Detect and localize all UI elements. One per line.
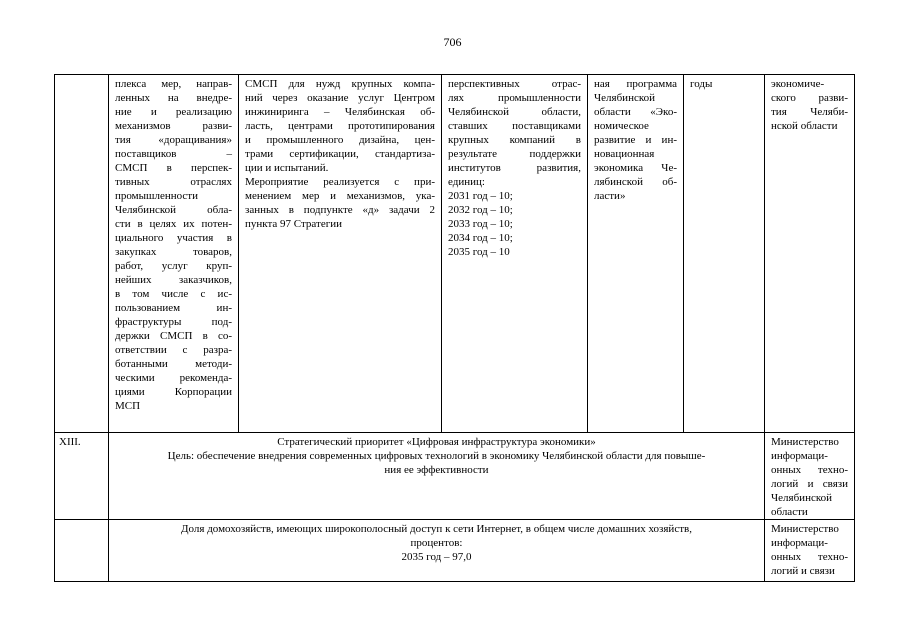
measure-description-cell [109, 75, 239, 433]
text-line: Челябинской обла- [115, 204, 232, 216]
text-line: Челябинской области, [448, 106, 581, 118]
text-line: СМСП для нужд крупных компа- [245, 78, 435, 90]
text-line: занных в подпункте «д» задачи 2 [245, 204, 435, 216]
text-line: информаци- [771, 537, 828, 549]
text-line: лях промышленности [448, 92, 581, 104]
text-line: ческими рекоменда- [115, 372, 232, 384]
text-line: пользованием ин- [115, 302, 232, 314]
text-line: ние и реализацию [115, 106, 232, 118]
section-heading [109, 433, 765, 520]
text-line: логий и связи [771, 478, 848, 490]
text-line: 2035 год – 10 [448, 246, 510, 258]
strategic-priority: Стратегический приоритет «Цифровая инфраструктура экономики» [277, 436, 596, 448]
text-line: в том числе с ис- [115, 288, 232, 300]
text-line: онных техно- [771, 464, 848, 476]
text-line: ского разви- [771, 92, 848, 104]
text-line: Министерство [771, 436, 839, 448]
text-line: онных техно- [771, 551, 848, 563]
text-line: трами сертификации, стандартиза- [245, 148, 435, 160]
text-line: держки СМСП в со- [115, 330, 232, 342]
empty-cell [55, 520, 109, 582]
indicator-line2: процентов: [410, 537, 463, 549]
text-line: лябинской об- [594, 176, 677, 188]
text-line: области «Эко- [594, 106, 677, 118]
responsible-cell [765, 75, 855, 433]
text-line: развитие и ин- [594, 134, 677, 146]
text-line: области [771, 506, 808, 518]
text-line: 2033 год – 10; [448, 218, 513, 230]
text-line: ний через оказание услуг Центром [245, 92, 435, 104]
text-line: плекса мер, направ- [115, 78, 232, 90]
text-line: нейших заказчиков, [115, 274, 232, 286]
indicator-responsible-cell [765, 520, 855, 582]
text-line: тия «доращивания» [115, 134, 232, 146]
section-number: XIII. [55, 433, 109, 520]
text-line: циями Корпорации [115, 386, 232, 398]
text-line: промышленности [115, 190, 198, 202]
text-line: ботанными методи- [115, 358, 232, 370]
table-row [55, 75, 855, 433]
text-line: институтов развития, [448, 162, 581, 174]
text-line: инжиниринга – Челябинская об- [245, 106, 435, 118]
text-line: тия Челяби- [771, 106, 848, 118]
text-line: крупных компаний в [448, 134, 581, 146]
table-row [55, 520, 855, 582]
text-line: пункта 97 Стратегии [245, 218, 343, 230]
program-cell [588, 75, 684, 433]
indicator-heading [109, 520, 765, 582]
text-line: закупках товаров, [115, 246, 232, 258]
text-line: Челябинской [771, 492, 833, 504]
text-line: Челябинской [594, 92, 656, 104]
text-line: перспективных отрас- [448, 78, 581, 90]
section-goal-line1: Цель: обеспечение внедрения современных цифровых технологий в экономику Челябинской области для повыше- [167, 450, 706, 462]
empty-cell [55, 75, 109, 433]
text-line: нской области [771, 120, 838, 132]
text-line: экономика Че- [594, 162, 677, 174]
text-line: ласти» [594, 190, 626, 202]
text-line: экономиче- [771, 78, 825, 90]
measure-content-cell [239, 75, 442, 433]
page-number: 706 [443, 35, 462, 49]
text-line: ленных на внедре- [115, 92, 232, 104]
text-line: работ, услуг круп- [115, 260, 232, 272]
text-line: ции и испытаний. [245, 162, 329, 174]
text-line: результате поддержки [448, 148, 581, 160]
section-goal-line2: ния ее эффективности [384, 464, 489, 476]
text-line: годы [690, 78, 713, 90]
years-cell [684, 75, 765, 433]
text-line: единиц: [448, 176, 485, 188]
text-line: 2032 год – 10; [448, 204, 513, 216]
text-line: ласть, центрами прототипирования [245, 120, 435, 132]
text-line: логий и связи [771, 565, 835, 577]
text-line: механизмов разви- [115, 120, 232, 132]
text-line: Мероприятие реализуется с при- [245, 176, 435, 188]
text-line: 2031 год – 10; [448, 190, 513, 202]
text-line: фраструктуры под- [115, 316, 232, 328]
indicator-cell [442, 75, 588, 433]
text-line: тивных отраслях [115, 176, 232, 188]
text-line: циального участия в [115, 232, 232, 244]
text-line: ставших поставщиками [448, 120, 581, 132]
text-line: ная программа [594, 78, 677, 90]
table-row [55, 433, 855, 520]
text-line: СМСП в перспек- [115, 162, 232, 174]
section-responsible-cell [765, 433, 855, 520]
text-line: МСП [115, 400, 141, 412]
text-line: менением мер и механизмов, ука- [245, 190, 435, 202]
text-line: Министерство [771, 523, 839, 535]
indicator-line3: 2035 год – 97,0 [401, 551, 472, 563]
text-line: сти в целях их потен- [115, 218, 232, 230]
text-line: ответствии с разра- [115, 344, 232, 356]
text-line: и промышленного дизайна, цен- [245, 134, 435, 146]
indicator-line1: Доля домохозяйств, имеющих широкополосный доступ к сети Интернет, в общем числе домашних хозяйств, [181, 523, 692, 535]
text-line: номическое [594, 120, 649, 132]
text-line: поставщиков – [115, 148, 232, 160]
text-line: информаци- [771, 450, 828, 462]
text-line: новационная [594, 148, 655, 160]
strategy-table [54, 74, 855, 582]
text-line: 2034 год – 10; [448, 232, 513, 244]
